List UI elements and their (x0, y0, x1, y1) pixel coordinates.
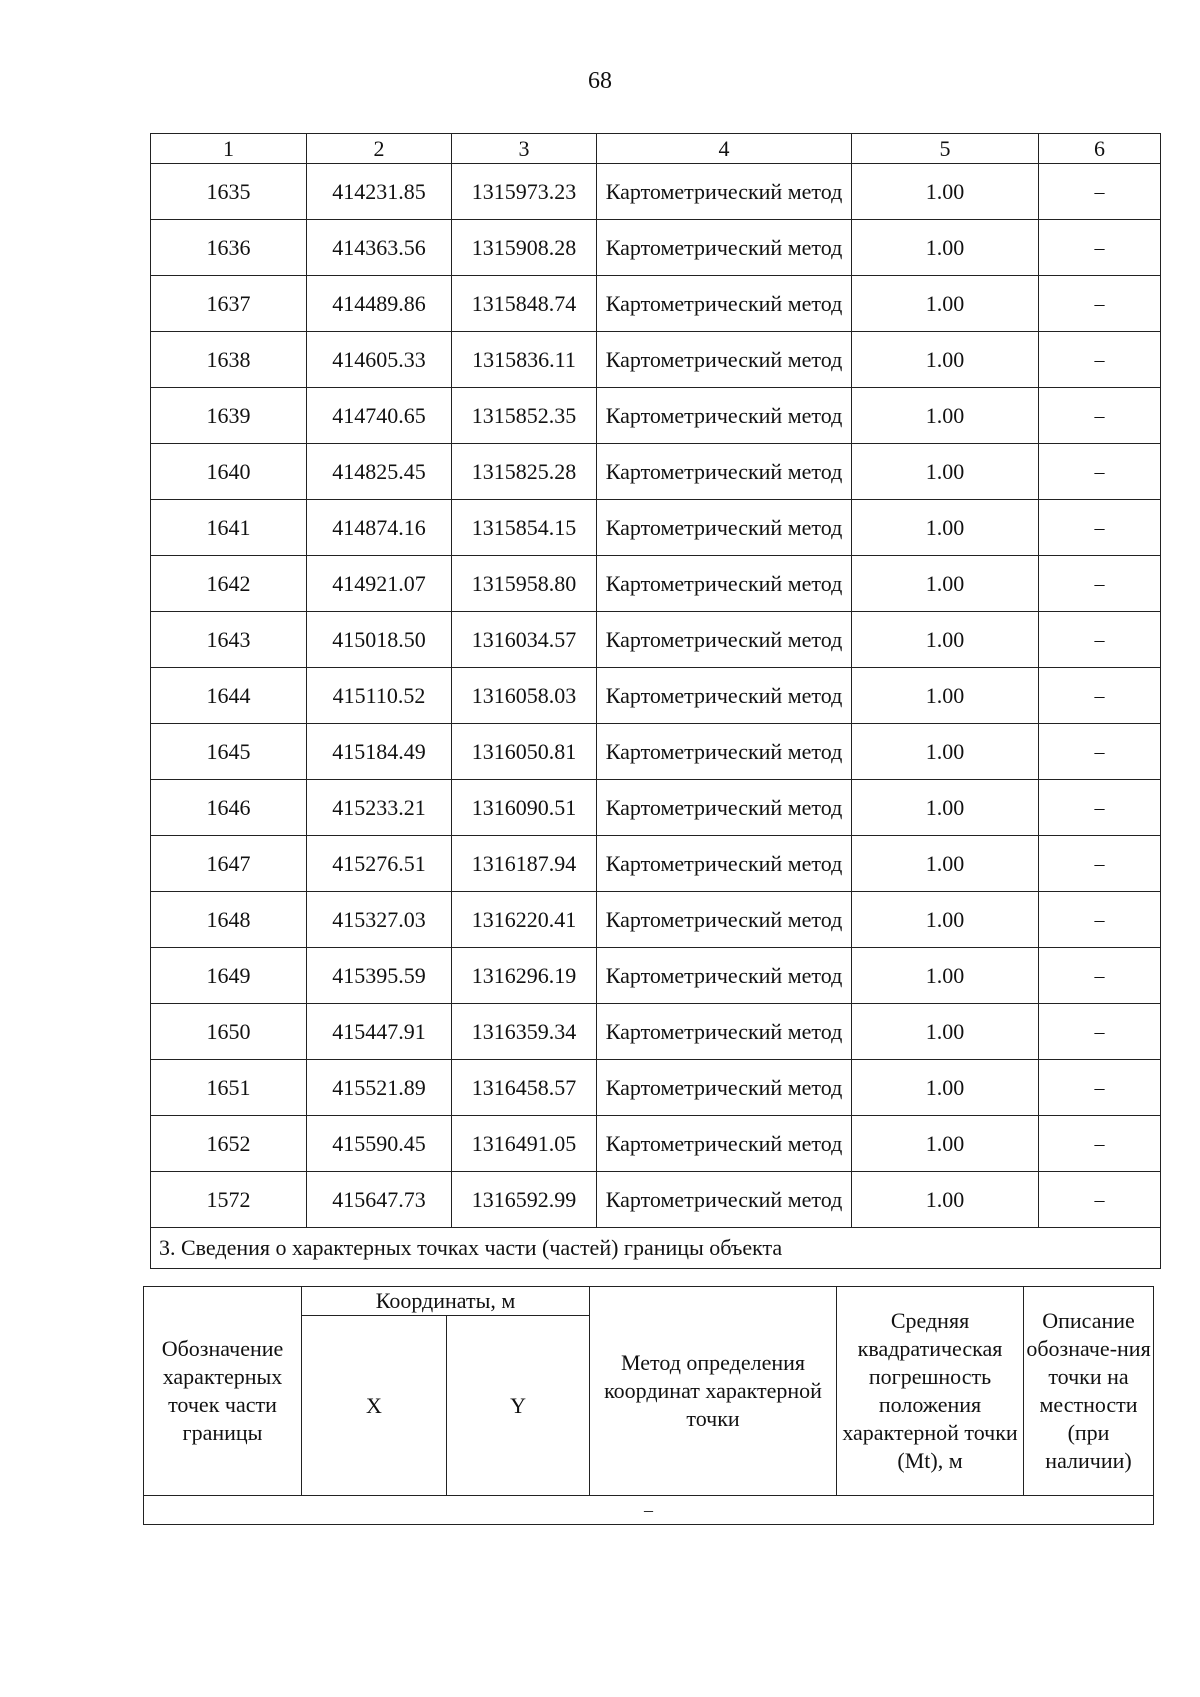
error-cell: 1.00 (852, 1060, 1039, 1116)
description-cell: – (1039, 892, 1161, 948)
table-row (151, 444, 1161, 500)
description-cell: – (1039, 500, 1161, 556)
method-cell: Картометрический метод (597, 1060, 852, 1116)
error-cell: 1.00 (852, 612, 1039, 668)
method-cell: Картометрический метод (597, 724, 852, 780)
y-cell: 1315973.23 (452, 164, 597, 220)
description-cell: – (1039, 724, 1161, 780)
table-row (151, 388, 1161, 444)
point-cell: 1645 (151, 724, 307, 780)
point-cell: 1636 (151, 220, 307, 276)
header-x: X (302, 1316, 447, 1496)
col-number-5: 5 (852, 134, 1039, 164)
x-cell: 415018.50 (307, 612, 452, 668)
error-cell: 1.00 (852, 948, 1039, 1004)
x-cell: 415327.03 (307, 892, 452, 948)
method-cell: Картометрический метод (597, 1172, 852, 1228)
header-mean-error: Средняя квадратическая погрешность положения характерной точки (Mt), м (837, 1287, 1024, 1496)
y-cell: 1315908.28 (452, 220, 597, 276)
y-cell: 1315852.35 (452, 388, 597, 444)
point-cell: 1572 (151, 1172, 307, 1228)
description-cell: – (1039, 388, 1161, 444)
error-cell: 1.00 (852, 164, 1039, 220)
point-cell: 1642 (151, 556, 307, 612)
table-row (151, 948, 1161, 1004)
x-cell: 414740.65 (307, 388, 452, 444)
method-cell: Картометрический метод (597, 892, 852, 948)
error-cell: 1.00 (852, 1004, 1039, 1060)
x-cell: 414921.07 (307, 556, 452, 612)
y-cell: 1316034.57 (452, 612, 597, 668)
col-number-3: 3 (452, 134, 597, 164)
method-cell: Картометрический метод (597, 1116, 852, 1172)
error-cell: 1.00 (852, 388, 1039, 444)
x-cell: 414363.56 (307, 220, 452, 276)
description-cell: – (1039, 556, 1161, 612)
table-row (151, 668, 1161, 724)
point-cell: 1648 (151, 892, 307, 948)
method-cell: Картометрический метод (597, 780, 852, 836)
x-cell: 415233.21 (307, 780, 452, 836)
x-cell: 415521.89 (307, 1060, 452, 1116)
table-row (151, 724, 1161, 780)
page-number: 68 (588, 68, 612, 94)
section-title-row (151, 1228, 1161, 1269)
point-cell: 1638 (151, 332, 307, 388)
column-number-row (151, 134, 1161, 164)
header-description: Описание обозначе-ния точки на местности (при наличии) (1024, 1287, 1154, 1496)
x-cell: 414605.33 (307, 332, 452, 388)
table-row (151, 1004, 1161, 1060)
y-cell: 1316050.81 (452, 724, 597, 780)
error-cell: 1.00 (852, 556, 1039, 612)
method-cell: Картометрический метод (597, 556, 852, 612)
empty-value-cell: – (144, 1496, 1154, 1525)
table-row (151, 332, 1161, 388)
error-cell: 1.00 (852, 276, 1039, 332)
col-number-1: 1 (151, 134, 307, 164)
y-cell: 1315836.11 (452, 332, 597, 388)
y-cell: 1315825.28 (452, 444, 597, 500)
description-cell: – (1039, 276, 1161, 332)
method-cell: Картометрический метод (597, 332, 852, 388)
table-row (151, 220, 1161, 276)
y-cell: 1316359.34 (452, 1004, 597, 1060)
table-row (151, 612, 1161, 668)
y-cell: 1316090.51 (452, 780, 597, 836)
y-cell: 1315958.80 (452, 556, 597, 612)
col-number-2: 2 (307, 134, 452, 164)
y-cell: 1316187.94 (452, 836, 597, 892)
description-cell: – (1039, 1004, 1161, 1060)
table-row (151, 836, 1161, 892)
table-row (151, 1172, 1161, 1228)
description-cell: – (1039, 1116, 1161, 1172)
section-3-title: 3. Сведения о характерных точках части (частей) границы объекта (151, 1228, 1161, 1269)
table-row (151, 780, 1161, 836)
point-cell: 1643 (151, 612, 307, 668)
point-cell: 1640 (151, 444, 307, 500)
description-cell: – (1039, 668, 1161, 724)
col-number-4: 4 (597, 134, 852, 164)
point-cell: 1637 (151, 276, 307, 332)
method-cell: Картометрический метод (597, 668, 852, 724)
x-cell: 414231.85 (307, 164, 452, 220)
header-coordinates: Координаты, м (302, 1287, 590, 1316)
x-cell: 414874.16 (307, 500, 452, 556)
method-cell: Картометрический метод (597, 444, 852, 500)
error-cell: 1.00 (852, 500, 1039, 556)
x-cell: 415276.51 (307, 836, 452, 892)
error-cell: 1.00 (852, 444, 1039, 500)
header-method: Метод определения координат характерной точки (590, 1287, 837, 1496)
method-cell: Картометрический метод (597, 948, 852, 1004)
points-table (150, 133, 1161, 1269)
description-cell: – (1039, 444, 1161, 500)
header-point-designation: Обозначение характерных точек части границы (144, 1287, 302, 1496)
x-cell: 415590.45 (307, 1116, 452, 1172)
table-row (151, 556, 1161, 612)
table-row (151, 164, 1161, 220)
error-cell: 1.00 (852, 332, 1039, 388)
method-cell: Картометрический метод (597, 500, 852, 556)
x-cell: 415395.59 (307, 948, 452, 1004)
x-cell: 415447.91 (307, 1004, 452, 1060)
table-row (151, 276, 1161, 332)
x-cell: 414825.45 (307, 444, 452, 500)
description-cell: – (1039, 948, 1161, 1004)
point-cell: 1650 (151, 1004, 307, 1060)
col-number-6: 6 (1039, 134, 1161, 164)
y-cell: 1316491.05 (452, 1116, 597, 1172)
x-cell: 415110.52 (307, 668, 452, 724)
error-cell: 1.00 (852, 892, 1039, 948)
method-cell: Картометрический метод (597, 388, 852, 444)
point-cell: 1647 (151, 836, 307, 892)
method-cell: Картометрический метод (597, 276, 852, 332)
error-cell: 1.00 (852, 1116, 1039, 1172)
method-cell: Картометрический метод (597, 164, 852, 220)
point-cell: 1644 (151, 668, 307, 724)
description-cell: – (1039, 836, 1161, 892)
description-cell: – (1039, 332, 1161, 388)
method-cell: Картометрический метод (597, 836, 852, 892)
y-cell: 1316058.03 (452, 668, 597, 724)
description-cell: – (1039, 612, 1161, 668)
error-cell: 1.00 (852, 724, 1039, 780)
table-row (151, 500, 1161, 556)
error-cell: 1.00 (852, 836, 1039, 892)
point-cell: 1639 (151, 388, 307, 444)
point-cell: 1651 (151, 1060, 307, 1116)
x-cell: 415647.73 (307, 1172, 452, 1228)
description-cell: – (1039, 780, 1161, 836)
method-cell: Картометрический метод (597, 612, 852, 668)
error-cell: 1.00 (852, 668, 1039, 724)
point-cell: 1646 (151, 780, 307, 836)
method-cell: Картометрический метод (597, 220, 852, 276)
error-cell: 1.00 (852, 1172, 1039, 1228)
description-cell: – (1039, 220, 1161, 276)
y-cell: 1316592.99 (452, 1172, 597, 1228)
y-cell: 1316220.41 (452, 892, 597, 948)
error-cell: 1.00 (852, 780, 1039, 836)
part-points-table (143, 1286, 1154, 1525)
header-y: Y (447, 1316, 590, 1496)
table-row (151, 892, 1161, 948)
point-cell: 1641 (151, 500, 307, 556)
table-row (151, 1116, 1161, 1172)
method-cell: Картометрический метод (597, 1004, 852, 1060)
x-cell: 414489.86 (307, 276, 452, 332)
point-cell: 1635 (151, 164, 307, 220)
description-cell: – (1039, 1060, 1161, 1116)
description-cell: – (1039, 1172, 1161, 1228)
x-cell: 415184.49 (307, 724, 452, 780)
y-cell: 1316296.19 (452, 948, 597, 1004)
error-cell: 1.00 (852, 220, 1039, 276)
point-cell: 1652 (151, 1116, 307, 1172)
y-cell: 1316458.57 (452, 1060, 597, 1116)
table-row (151, 1060, 1161, 1116)
point-cell: 1649 (151, 948, 307, 1004)
y-cell: 1315848.74 (452, 276, 597, 332)
description-cell: – (1039, 164, 1161, 220)
y-cell: 1315854.15 (452, 500, 597, 556)
